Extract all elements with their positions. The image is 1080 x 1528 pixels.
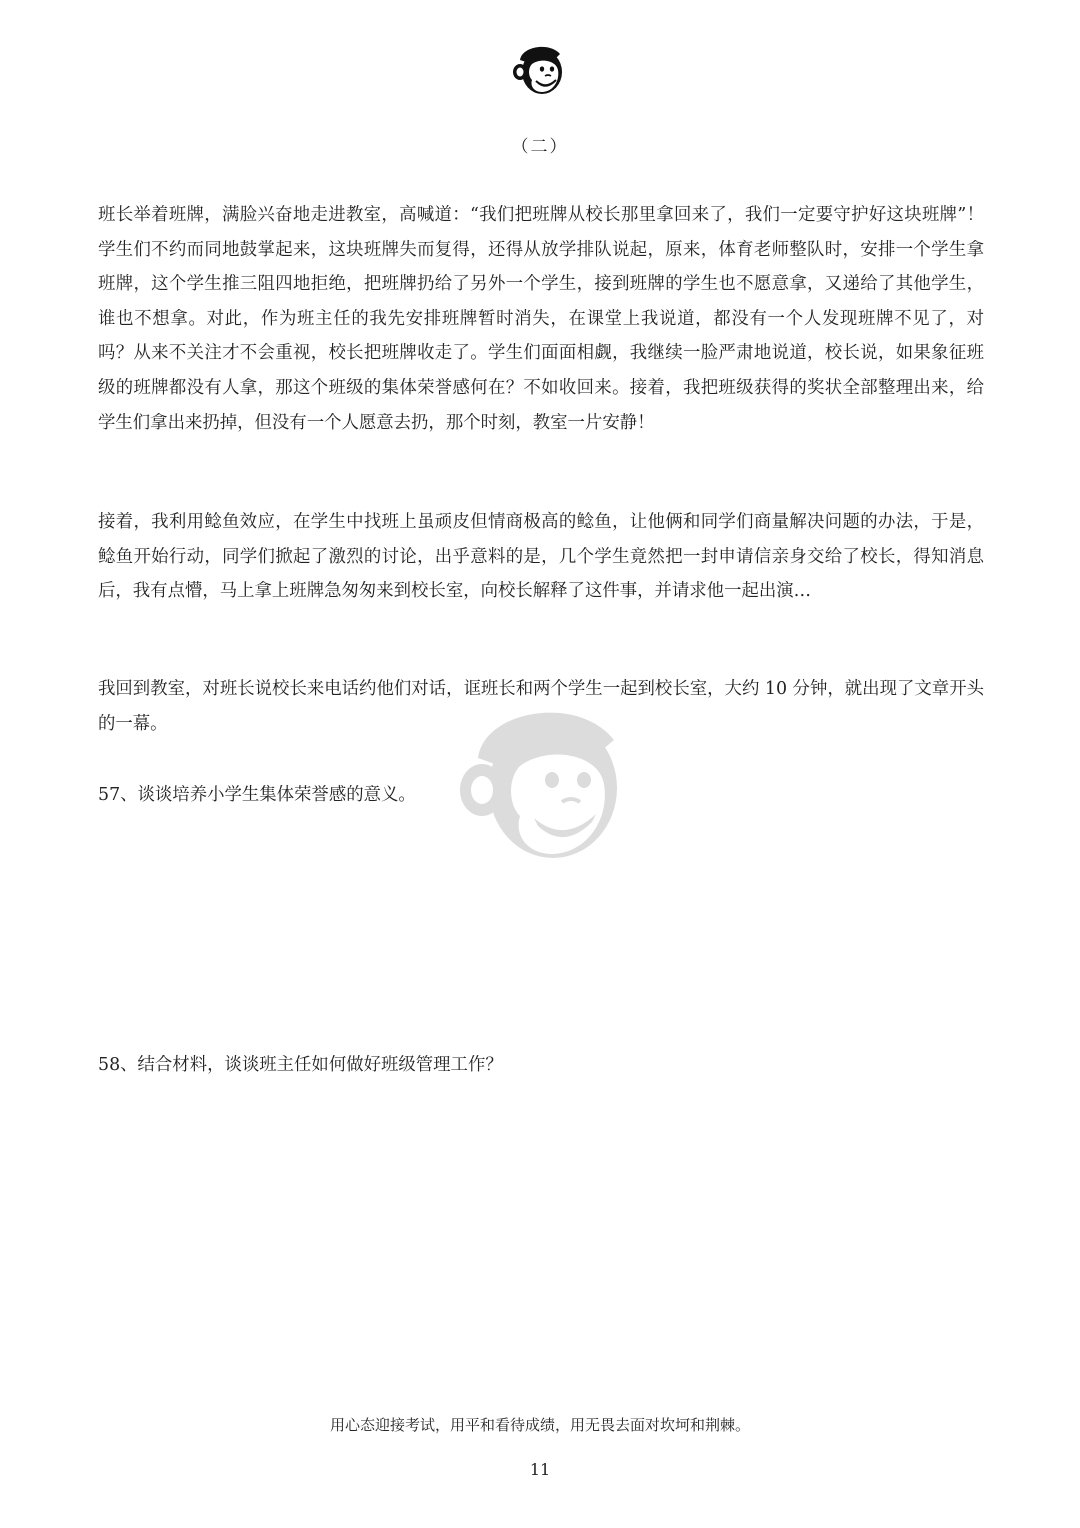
footer-motto: 用心态迎接考试，用平和看待成绩，用无畏去面对坎坷和荆棘。 bbox=[329, 1416, 750, 1434]
section-title: （二） bbox=[511, 137, 569, 157]
page-number: 11 bbox=[529, 1460, 551, 1479]
monkey-mascot-icon bbox=[506, 40, 572, 98]
material-paragraph-3: 我回到教室，对班长说校长来电话约他们对话，诓班长和两个学生一起到校长室，大约 10 分钟，就出现了文章开头的一幕。 bbox=[98, 679, 984, 734]
question-58: 58、结合材料，谈谈班主任如何做好班级管理工作？ bbox=[98, 1055, 503, 1075]
material-paragraph-1: 班长举着班牌，满脸兴奋地走进教室，高喊道：“我们把班牌从校长那里拿回来了，我们一定要守护好这块班牌”！学生们不约而同地鼓掌起来，这块班牌失而复得，还得从放学排队说起，原来，体育老师整队时，安排一个学生拿班牌，这个学生推三阻四地拒绝，把班牌扔给了另外一个学生，接到班牌的学生也不愿意拿，又递给了其他学生，谁也不想拿。对此，作为班主任的我先安排班牌暂时消失，在课堂上我说道，都没有一个人发现班牌不见了，对吗？从来不关注才不会重视，校长把班牌收走了。学生们面面相觑，我继续一脸严肃地说道，校长说，如果象征班级的班牌都没有人拿，那这个班级的集体荣誉感何在？不如收回来。接着，我把班级获得的奖状全部整理出来，给学生们拿出来扔掉，但没有一个人愿意去扔，那个时刻，教室一片安静！ bbox=[98, 205, 984, 433]
material-paragraph-2: 接着，我利用鲶鱼效应，在学生中找班上虽顽皮但情商极高的鲶鱼，让他俩和同学们商量解决问题的办法，于是，鲶鱼开始行动，同学们掀起了激烈的讨论，出乎意料的是，几个学生竟然把一封申请信亲身交给了校长，得知消息后，我有点懵，马上拿上班牌急匆匆来到校长室，向校长解释了这件事，并请求他一起出演… bbox=[98, 512, 984, 602]
question-57: 57、谈谈培养小学生集体荣誉感的意义。 bbox=[98, 785, 416, 805]
